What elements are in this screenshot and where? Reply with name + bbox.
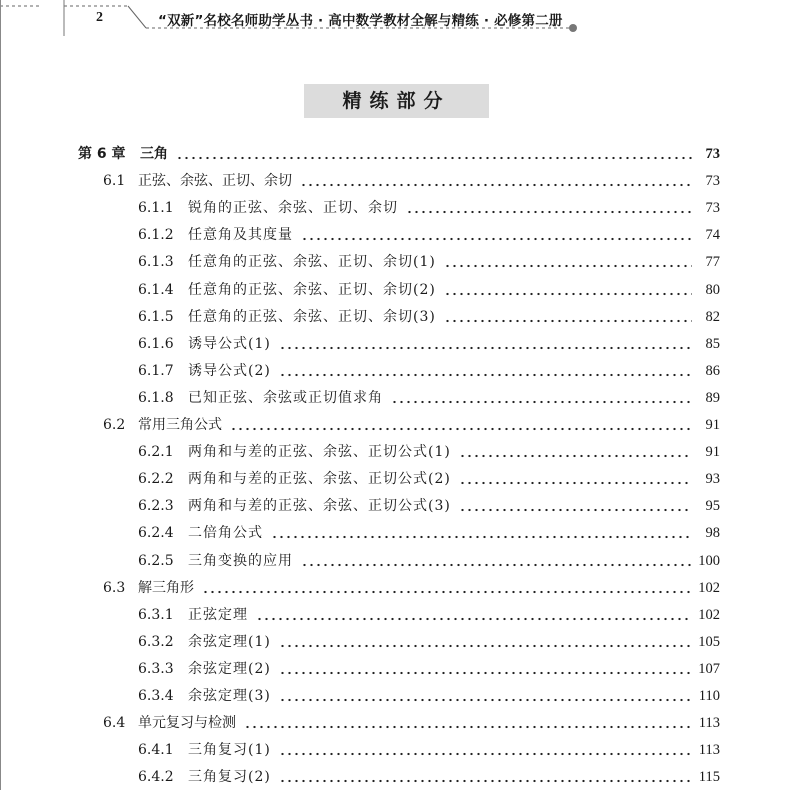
toc-entry-number: 6.1.8: [138, 389, 174, 406]
toc-entry-page: 91: [705, 417, 720, 433]
toc-entry-title: 任意角的正弦、余弦、正切、余切(1): [188, 254, 436, 271]
toc-entry-title: 锐角的正弦、余弦、正切、余切: [188, 200, 398, 217]
toc-entry-sub: [138, 304, 720, 331]
toc-entry-title: 解三角形: [138, 579, 194, 596]
toc-entry-title: 任意角的正弦、余弦、正切、余切(2): [188, 281, 436, 298]
toc-entry-page: 80: [705, 281, 720, 298]
toc-entry-number: 6.1: [103, 173, 126, 190]
page-header: [0, 0, 790, 40]
toc-entry-page: 74: [705, 227, 720, 244]
dot-leader: [301, 222, 692, 249]
toc-entry-number: 6.2.2: [138, 471, 174, 488]
dot-leader: [279, 629, 692, 656]
toc-entry-sub: [138, 737, 720, 764]
toc-entry-number: 6.2.3: [138, 498, 174, 515]
toc-entry-sub: [138, 629, 720, 656]
toc-entry-page: 85: [705, 335, 720, 352]
toc-entry-title: 两角和与差的正弦、余弦、正切公式(2): [188, 471, 451, 488]
toc-entry-number: 6.1.4: [138, 281, 174, 298]
toc-entry-number: 6.2: [103, 417, 126, 433]
dot-leader: [279, 358, 692, 385]
toc-entry-number: 6.1.2: [138, 227, 174, 244]
page-number: 2: [96, 10, 103, 25]
toc-entry-section: [103, 412, 720, 439]
dot-leader: [279, 764, 692, 791]
toc-entry-title: 三角复习(2): [188, 769, 271, 786]
toc-entry-number: 6.3.3: [138, 660, 174, 677]
running-title: “双新”名校名师助学丛书 · 高中数学教材全解与精练 · 必修第二册: [158, 13, 563, 29]
toc-entry-page: 115: [698, 769, 720, 786]
dot-leader: [256, 602, 692, 629]
toc-entry-page: 77: [705, 254, 720, 271]
dot-leader: [444, 304, 692, 331]
toc-entry-sub: [138, 548, 720, 575]
toc-entry-sub: [138, 466, 720, 493]
toc-entry-page: 98: [705, 525, 720, 542]
dot-leader: [300, 168, 692, 195]
section-banner: 精练部分: [304, 84, 489, 118]
toc-entry-sub: [138, 385, 720, 412]
toc-entry-page: 102: [698, 606, 720, 623]
toc-entry-page: 105: [698, 633, 720, 650]
toc-entry-title: 正弦、余弦、正切、余切: [138, 173, 292, 190]
toc-entry-page: 73: [705, 200, 720, 217]
dot-leader: [279, 656, 692, 683]
toc-entry-number: 6.3: [103, 579, 126, 596]
toc-entry-number: 6.2.1: [138, 444, 174, 461]
dot-leader: [459, 493, 692, 520]
toc-entry-number: 6.3.1: [138, 606, 174, 623]
toc-entry-title: 已知正弦、余弦或正切值求角: [188, 389, 383, 406]
toc-entry-page: 82: [705, 308, 720, 325]
toc-entry-sub: [138, 493, 720, 520]
toc-entry-page: 86: [705, 362, 720, 379]
dot-leader: [244, 710, 692, 737]
toc-entry-title: 正弦定理: [188, 606, 248, 623]
toc-entry-number: 6.1.7: [138, 362, 174, 379]
dot-leader: [279, 683, 692, 710]
dot-leader: [271, 520, 692, 547]
dot-leader: [279, 737, 692, 764]
toc-entry-sub: [138, 331, 720, 358]
toc-entry-title: 单元复习与检测: [138, 715, 236, 732]
toc-entry-page: 73: [705, 146, 720, 162]
toc-entry-page: 113: [698, 715, 720, 732]
toc-entry-sub: [138, 764, 720, 791]
dot-leader: [230, 412, 692, 439]
toc-entry-sub: [138, 683, 720, 710]
toc-entry-title: 两角和与差的正弦、余弦、正切公式(3): [188, 498, 451, 515]
toc-entry-title: 两角和与差的正弦、余弦、正切公式(1): [188, 444, 451, 461]
toc-entry-page: 95: [705, 498, 720, 515]
toc-entry-title: 余弦定理(2): [188, 660, 271, 677]
toc-entry-title: 常用三角公式: [138, 417, 222, 433]
toc-entry-number: 6.4.2: [138, 769, 174, 786]
dot-leader: [391, 385, 692, 412]
toc-entry-number: 6.4.1: [138, 742, 174, 759]
toc-entry-page: 93: [705, 471, 720, 488]
toc-entry-number: 6.1.5: [138, 308, 174, 325]
dot-leader: [444, 277, 692, 304]
dot-leader: [202, 575, 692, 602]
dot-leader: [406, 195, 692, 222]
toc-entry-number: 第 6 章: [78, 146, 126, 162]
dot-leader: [459, 439, 692, 466]
toc-entry-sub: [138, 358, 720, 385]
toc-entry-title: 三角: [140, 146, 168, 162]
toc-entry-sub: [138, 222, 720, 249]
toc-entry-sub: [138, 195, 720, 222]
toc-entry-sub: [138, 602, 720, 629]
toc-entry-title: 余弦定理(1): [188, 633, 271, 650]
dot-leader: [459, 466, 692, 493]
toc-entry-page: 89: [705, 389, 720, 406]
toc-entry-number: 6.1.6: [138, 335, 174, 352]
dot-leader: [279, 331, 692, 358]
toc-entry-number: 6.4: [103, 715, 126, 732]
toc-entry-page: 73: [705, 173, 720, 190]
toc-entry-title: 二倍角公式: [188, 525, 263, 542]
toc-entry-number: 6.1.1: [138, 200, 174, 217]
toc-entry-title: 诱导公式(1): [188, 335, 271, 352]
toc-entry-title: 诱导公式(2): [188, 362, 271, 379]
toc-entry-number: 6.2.4: [138, 525, 174, 542]
toc-entry-chapter: [78, 141, 720, 168]
toc-entry-title: 三角复习(1): [188, 742, 271, 759]
toc-entry-number: 6.3.2: [138, 633, 174, 650]
toc-entry-number: 6.2.5: [138, 552, 174, 569]
dot-leader: [301, 548, 692, 575]
toc-entry-sub: [138, 277, 720, 304]
toc-entry-section: [103, 168, 720, 195]
dot-leader: [176, 141, 692, 168]
toc-entry-sub: [138, 520, 720, 547]
toc-entry-section: [103, 575, 720, 602]
toc-entry-page: 107: [698, 660, 720, 677]
toc-entry-section: [103, 710, 720, 737]
toc-entry-title: 三角变换的应用: [188, 552, 293, 569]
toc-entry-number: 6.1.3: [138, 254, 174, 271]
dot-leader: [444, 249, 692, 276]
toc-entry-sub: [138, 656, 720, 683]
toc-entry-page: 110: [698, 688, 720, 704]
left-page-edge: [0, 0, 1, 790]
toc-entry-title: 任意角的正弦、余弦、正切、余切(3): [188, 308, 436, 325]
toc-entry-page: 91: [705, 444, 720, 461]
toc-entry-sub: [138, 249, 720, 276]
toc-entry-page: 113: [698, 742, 720, 759]
toc-entry-sub: [138, 439, 720, 466]
toc-entry-number: 6.3.4: [138, 688, 174, 704]
toc-entry-title: 任意角及其度量: [188, 227, 293, 244]
toc-entry-title: 余弦定理(3): [188, 688, 271, 704]
toc-entry-page: 102: [698, 579, 720, 596]
toc-entry-page: 100: [698, 552, 720, 569]
